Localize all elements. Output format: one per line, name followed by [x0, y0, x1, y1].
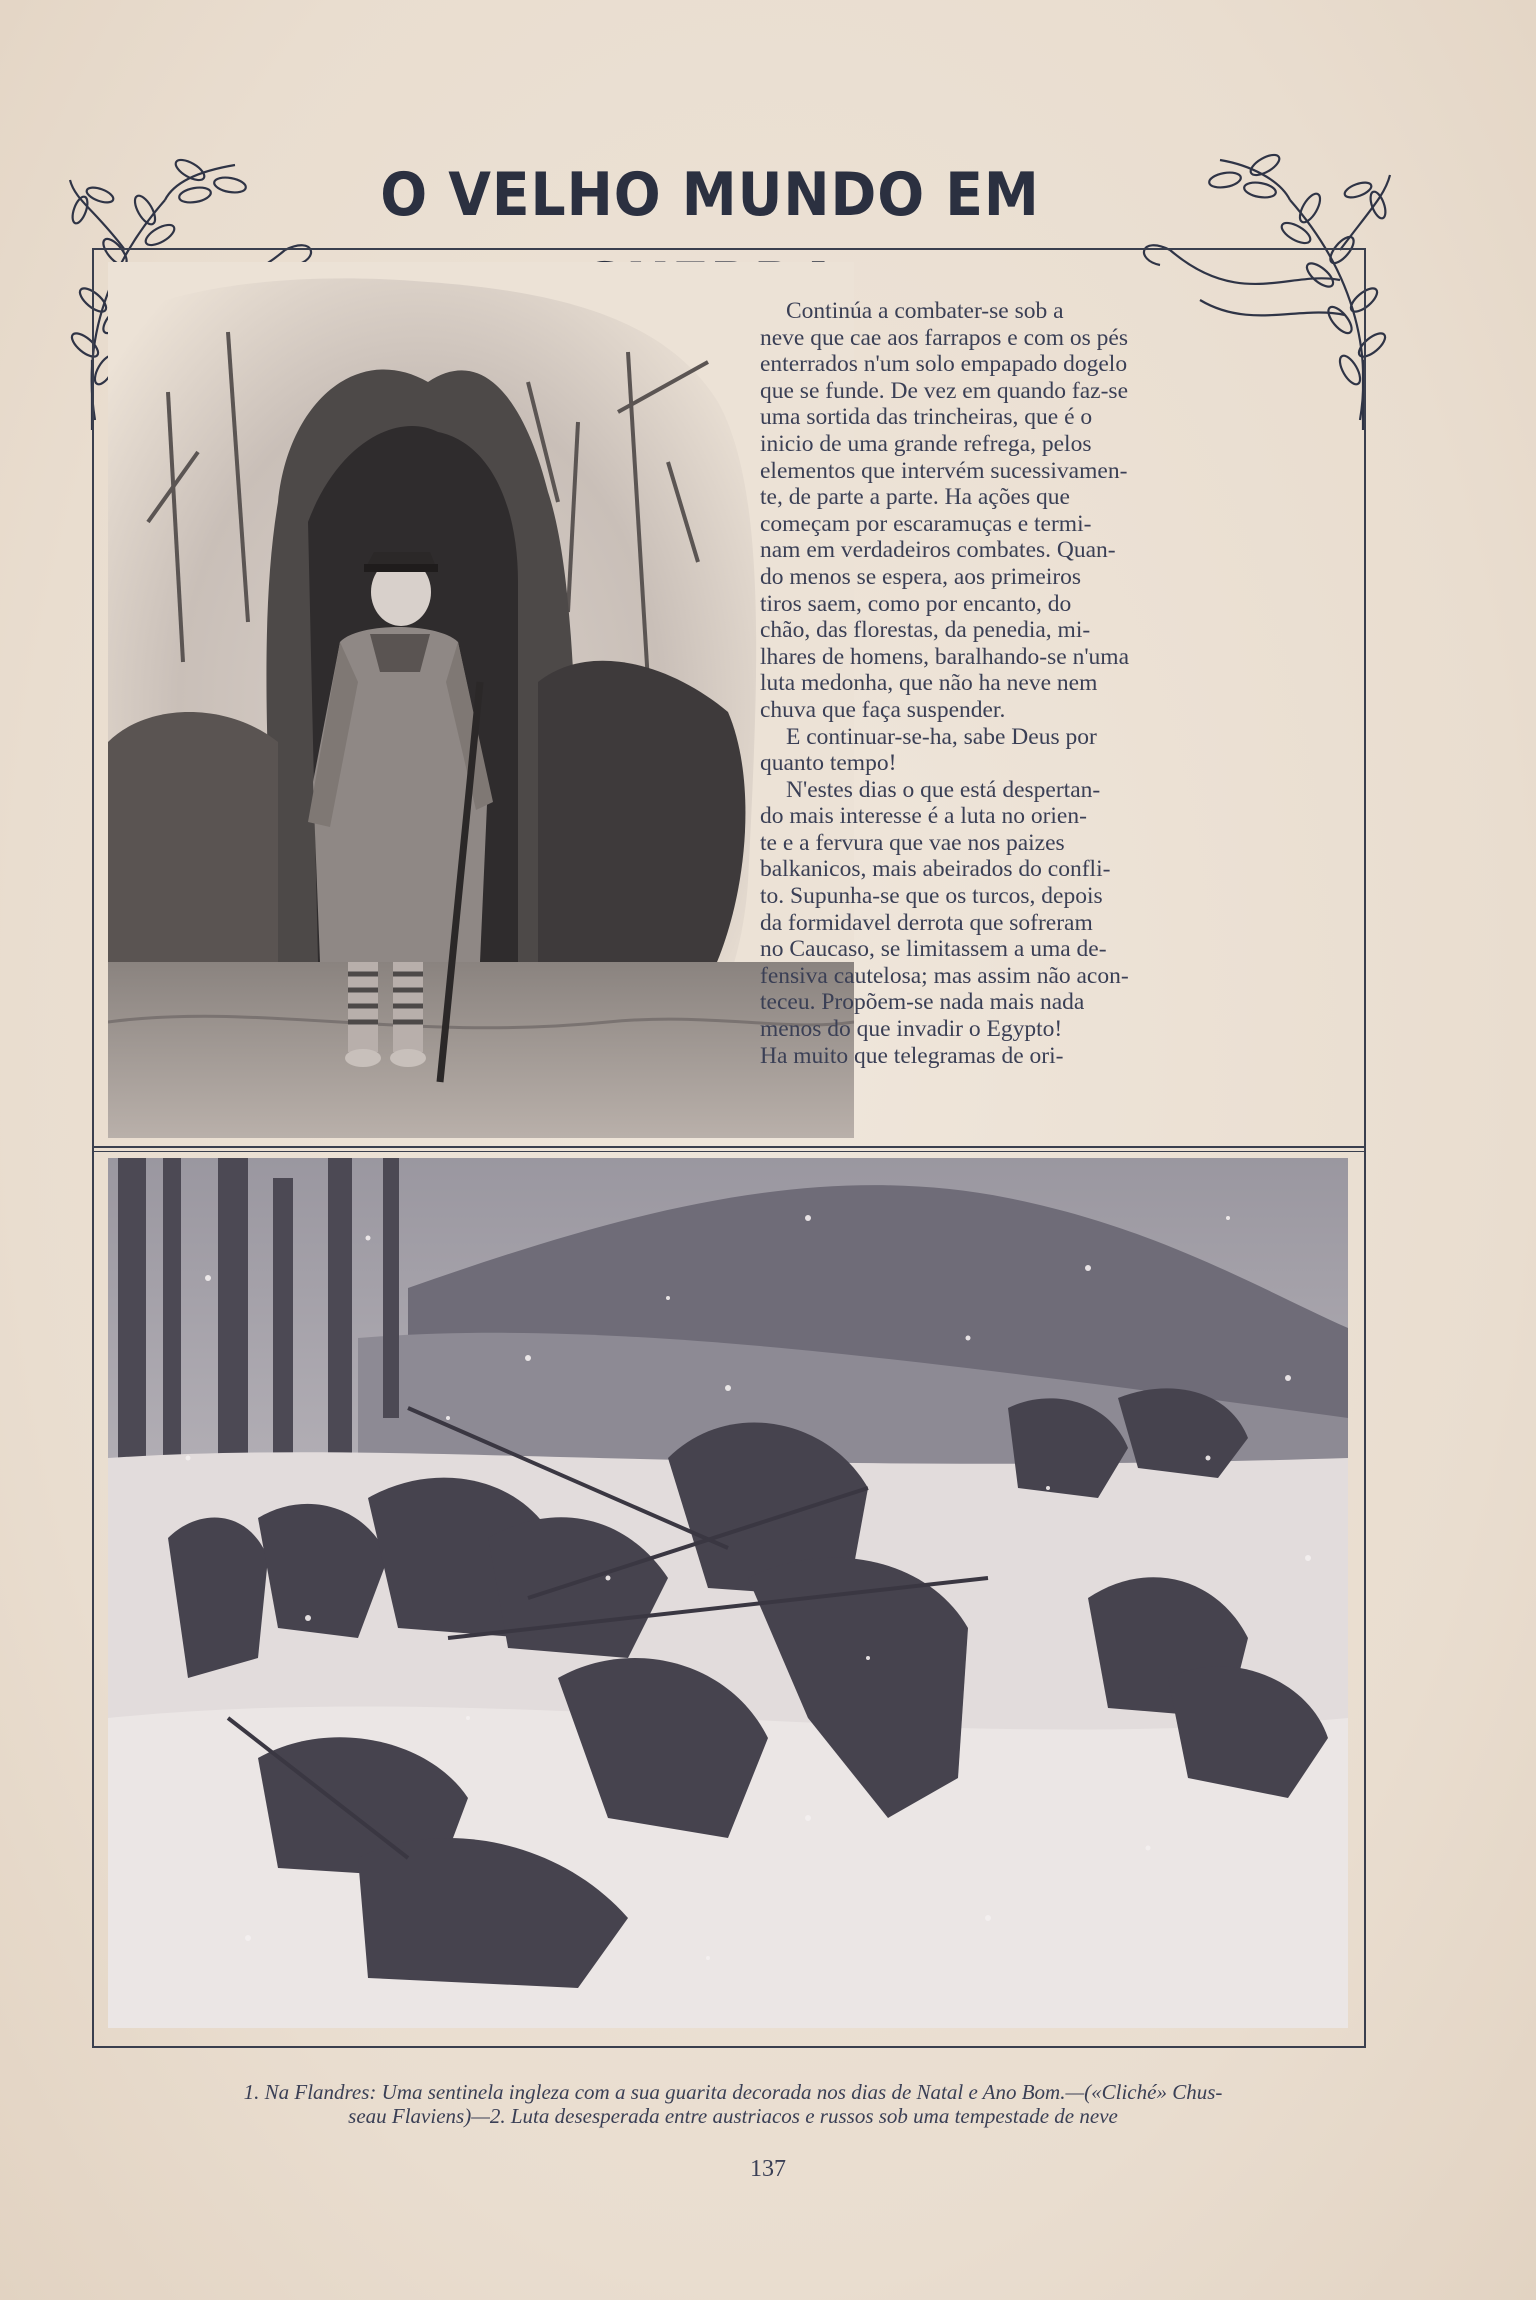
article-line: balkanicos, mais abeirados do confli-: [760, 856, 1111, 883]
article-block-2: [760, 724, 1325, 777]
article-line: começam por escaramuças e termi-: [760, 510, 1092, 537]
article-line: Ha muito que telegramas de ori-: [760, 1042, 1064, 1069]
article-line: luta medonha, que não ha neve nem: [760, 670, 1098, 697]
article-line: do mais interesse é a luta no orien-: [760, 803, 1087, 830]
article-block-1: [760, 298, 1325, 724]
article-line: chão, das florestas, da penedia, mi-: [760, 617, 1091, 644]
article-line: da formidavel derrota que sofreram: [760, 909, 1093, 936]
caption-line-1: 1. Na Flandres: Uma sentinela ingleza com a sua guarita decorada nos dias de Natal e Ano Bom.—(«Cliché» Chus-: [243, 2080, 1223, 2104]
article-line: menos do que invadir o Egypto!: [760, 1016, 1063, 1043]
article-line: E continuar-se-ha, sabe Deus por: [786, 723, 1097, 750]
article-line: fensiva cautelosa; mas assim não acon-: [760, 962, 1129, 989]
article-line: te e a fervura que vae nos paizes: [760, 829, 1065, 856]
article-line: uma sortida das trincheiras, que é o: [760, 404, 1093, 431]
article-line: Continúa a combater-se sob a: [786, 298, 1064, 324]
article-text: [760, 298, 1325, 1069]
figure-caption: [108, 2080, 1358, 2128]
article-line: nam em verdadeiros combates. Quan-: [760, 537, 1116, 564]
caption-line-2: seau Flaviens)—2. Luta desesperada entre austriacos e russos sob uma tempestade de neve: [348, 2104, 1118, 2128]
article-line: chuva que faça suspender.: [760, 696, 1006, 723]
article-line: lhares de homens, baralhando-se n'uma: [760, 643, 1130, 670]
article-line: enterrados n'um solo empapado dogelo: [760, 351, 1128, 378]
article-line: no Caucaso, se limitassem a uma de-: [760, 936, 1107, 963]
battle-illustration: [108, 1158, 1348, 2028]
article-line: to. Supunha-se que os turcos, depois: [760, 883, 1103, 910]
article-line: que se funde. De vez em quando faz-se: [760, 377, 1129, 404]
article-line: teceu. Propõem-se nada mais nada: [760, 989, 1085, 1016]
article-line: neve que cae aos farrapos e com os pés: [760, 324, 1129, 351]
article-block-3: [760, 777, 1325, 1070]
article-line: te, de parte a parte. Ha ações que: [760, 484, 1070, 511]
sentinel-photo: [108, 262, 854, 1138]
article-line: inicio de uma grande refrega, pelos: [760, 430, 1092, 457]
article-line: do menos se espera, aos primeiros: [760, 563, 1082, 590]
article-line: tiros saem, como por encanto, do: [760, 590, 1072, 617]
page-title: O VELHO MUNDO EM: [380, 160, 1040, 230]
article-line: N'estes dias o que está despertan-: [786, 776, 1101, 803]
page-number: 137: [750, 2156, 786, 2182]
article-line: elementos que intervém sucessivamen-: [760, 457, 1128, 484]
article-line: quanto tempo!: [760, 750, 897, 777]
frame-divider: [92, 1146, 1366, 1152]
